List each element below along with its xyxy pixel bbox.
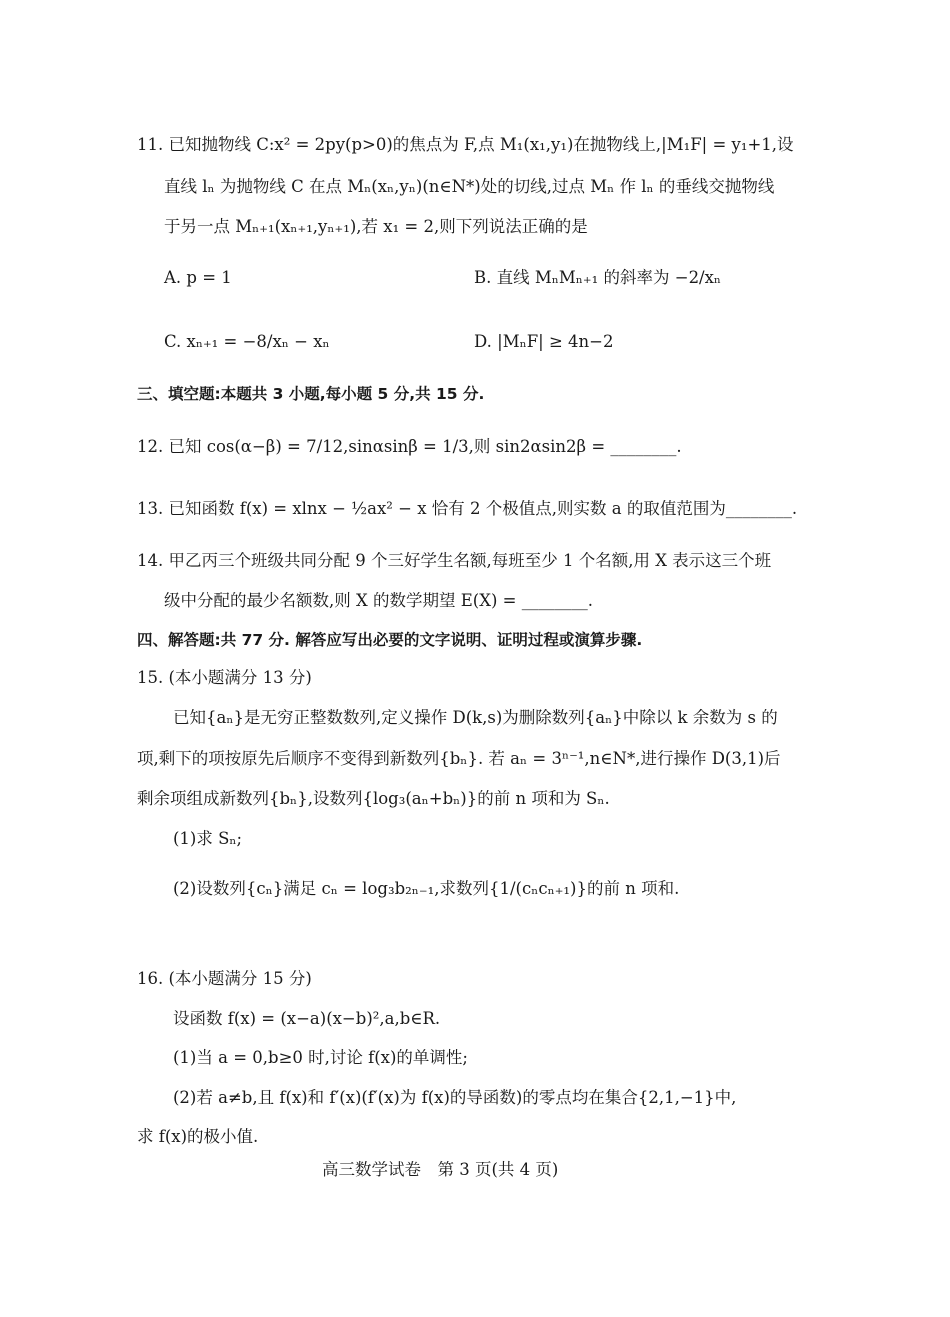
q13: 13. 已知函数 f(x) = xlnx − ½ax² − x 恰有 2 个极值点,则实数 a 的取值范围为________. bbox=[137, 499, 798, 518]
q16-subquestion-2-line1: (2)若 a≠b,且 f(x)和 f′(x)(f′(x)为 f(x)的导函数)的零点均在集合{2,1,−1}中, bbox=[173, 1088, 737, 1107]
q11-line2: 直线 lₙ 为抛物线 C 在点 Mₙ(xₙ,yₙ)(n∈N*)处的切线,过点 Mₙ 作 lₙ 的垂线交抛物线 bbox=[164, 177, 775, 196]
q11-option-b: B. 直线 MₙMₙ₊₁ 的斜率为 −2/xₙ bbox=[474, 268, 722, 287]
page-footer: 高三数学试卷 第 3 页(共 4 页) bbox=[322, 1160, 559, 1179]
q11-line1: 11. 已知抛物线 C:x² = 2py(p>0)的焦点为 F,点 M₁(x₁,y₁)在抛物线上,|M₁F| = y₁+1,设 bbox=[137, 135, 794, 154]
q16-subquestion-2-line2: 求 f(x)的极小值. bbox=[137, 1127, 259, 1146]
q16-paragraph: 设函数 f(x) = (x−a)(x−b)²,a,b∈R. bbox=[173, 1009, 441, 1028]
q11-line3: 于另一点 Mₙ₊₁(xₙ₊₁,yₙ₊₁),若 x₁ = 2,则下列说法正确的是 bbox=[164, 217, 588, 236]
q15-header: 15. (本小题满分 13 分) bbox=[137, 668, 312, 687]
q12: 12. 已知 cos(α−β) = 7/12,sinαsinβ = 1/3,则 sin2αsin2β = ________. bbox=[137, 437, 682, 456]
q14-line1: 14. 甲乙丙三个班级共同分配 9 个三好学生名额,每班至少 1 个名额,用 X 表示这三个班 bbox=[137, 551, 772, 570]
section-3-heading: 三、填空题:本题共 3 小题,每小题 5 分,共 15 分. bbox=[137, 385, 485, 403]
q16-subquestion-1: (1)当 a = 0,b≥0 时,讨论 f(x)的单调性; bbox=[173, 1048, 468, 1067]
q16-header: 16. (本小题满分 15 分) bbox=[137, 969, 312, 988]
q15-paragraph-line3: 剩余项组成新数列{bₙ},设数列{log₃(aₙ+bₙ)}的前 n 项和为 Sₙ. bbox=[137, 789, 610, 808]
section-4-heading: 四、解答题:共 77 分. 解答应写出必要的文字说明、证明过程或演算步骤. bbox=[137, 631, 643, 649]
q15-subquestion-1: (1)求 Sₙ; bbox=[173, 829, 243, 848]
q11-option-d: D. |MₙF| ≥ 4n−2 bbox=[474, 332, 614, 351]
q15-subquestion-2: (2)设数列{cₙ}满足 cₙ = log₃b₂ₙ₋₁,求数列{1/(cₙcₙ₊₁)}的前 n 项和. bbox=[173, 879, 680, 898]
q15-paragraph-line1: 已知{aₙ}是无穷正整数数列,定义操作 D(k,s)为删除数列{aₙ}中除以 k 余数为 s 的 bbox=[173, 708, 778, 727]
q11-option-c: C. xₙ₊₁ = −8/xₙ − xₙ bbox=[164, 332, 330, 351]
q14-line2: 级中分配的最少名额数,则 X 的数学期望 E(X) = ________. bbox=[164, 591, 593, 610]
q15-paragraph-line2: 项,剩下的项按原先后顺序不变得到新数列{bₙ}. 若 aₙ = 3ⁿ⁻¹,n∈N*,进行操作 D(3,1)后 bbox=[137, 749, 781, 768]
q11-option-a: A. p = 1 bbox=[164, 268, 232, 287]
